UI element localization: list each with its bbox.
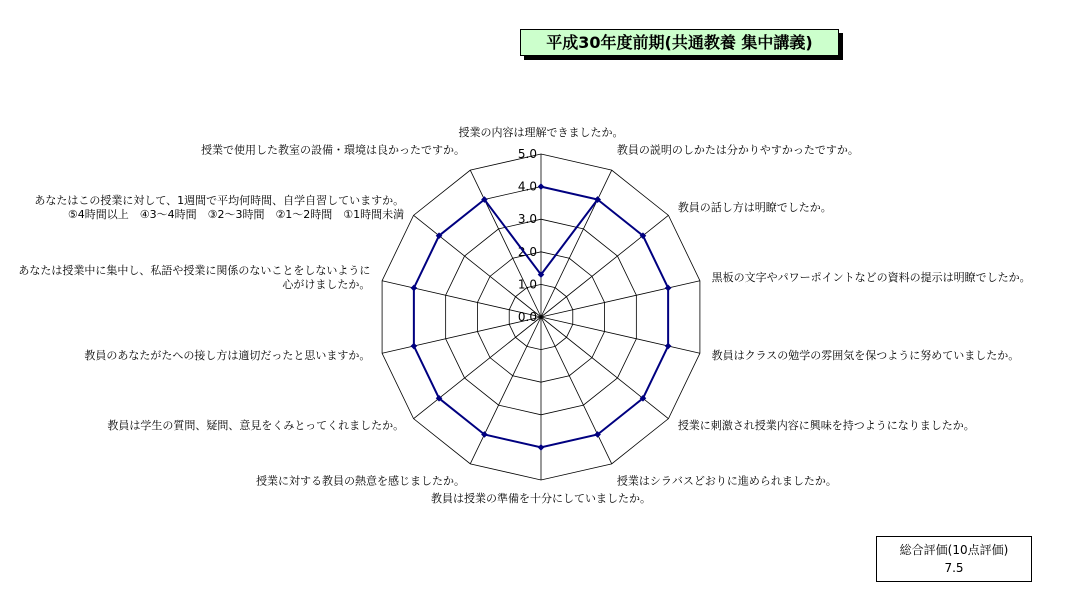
- category-label-line: 授業の内容は理解できましたか。: [458, 126, 624, 139]
- summary-label: 総合評価(10点評価): [899, 543, 1009, 557]
- category-label-line: 授業はシラバスどおりに進められましたか。: [616, 474, 837, 488]
- grid-spoke: [541, 281, 700, 317]
- grid-spoke: [541, 317, 668, 419]
- category-label-line: 教員のあなたがたへの接し方は適切だったと思いますか。: [84, 348, 371, 362]
- category-label: [617, 142, 859, 156]
- tick-label: 5.0: [517, 147, 537, 161]
- category-label: [617, 474, 837, 488]
- category-label: [678, 200, 832, 214]
- tick-label: 0.0: [517, 310, 537, 324]
- category-label-line: ⑤4時間以上 ④3～4時間 ③2～3時間 ②1～2時間 ①1時間未満: [67, 207, 405, 221]
- radar-tick-labels: [518, 147, 537, 324]
- tick-label: 2.0: [517, 244, 537, 259]
- category-label-line: あなたは授業中に集中し、私語や授業に関係のないことをしないように: [18, 264, 371, 278]
- grid-spoke: [541, 317, 700, 353]
- summary-score-box: [876, 536, 1032, 582]
- category-label: [431, 491, 651, 505]
- category-label: [678, 418, 975, 432]
- category-label: [107, 418, 404, 432]
- data-point: [538, 444, 545, 451]
- data-point: [665, 285, 672, 292]
- radar-grid: [382, 154, 700, 480]
- category-label: [84, 348, 370, 362]
- category-label-line: 教員はクラスの勉学の雰囲気を保つように努めていましたか。: [711, 348, 1020, 362]
- category-label-line: 教員は授業の準備を十分にしていましたか。: [431, 492, 651, 505]
- chart-title: 平成30年度前期(共通教養 集中講義): [520, 29, 839, 56]
- category-label: [18, 263, 370, 291]
- tick-label: 4.0: [517, 179, 537, 194]
- category-label-line: あなたはこの授業に対して、1週間で平均何時間、自学自習していますか。: [34, 193, 405, 207]
- category-label: [712, 270, 1031, 284]
- data-point: [665, 343, 672, 350]
- category-label: [201, 142, 465, 156]
- category-label-line: 教員は学生の質問、疑問、意見をくみとってくれましたか。: [107, 419, 405, 433]
- category-label: [712, 348, 1020, 362]
- data-point: [538, 183, 545, 190]
- category-label-line: 授業で使用した教室の設備・環境は良かったですか。: [201, 143, 466, 157]
- summary-value: 7.5: [944, 561, 964, 575]
- category-label-line: 心がけましたか。: [282, 278, 371, 292]
- category-label: [459, 125, 624, 139]
- grid-spoke: [414, 317, 541, 419]
- category-label-line: 授業に刺激され授業内容に興味を持つようになりましたか。: [677, 419, 975, 433]
- category-label-line: 授業に対する教員の熱意を感じましたか。: [256, 474, 466, 488]
- category-label: [256, 474, 465, 488]
- grid-spoke: [541, 215, 668, 317]
- grid-spoke: [414, 215, 541, 317]
- data-point: [411, 343, 418, 350]
- tick-label: 1.0: [517, 277, 537, 292]
- data-point: [411, 285, 418, 292]
- category-label-line: 黒板の文字やパワーポイントなどの資料の提示は明瞭でしたか。: [711, 271, 1031, 285]
- category-label: [34, 193, 404, 221]
- category-label-line: 教員の話し方は明瞭でしたか。: [677, 200, 832, 214]
- tick-label: 3.0: [517, 212, 537, 227]
- category-label-line: 教員の説明のしかたは分かりやすかったですか。: [616, 143, 859, 157]
